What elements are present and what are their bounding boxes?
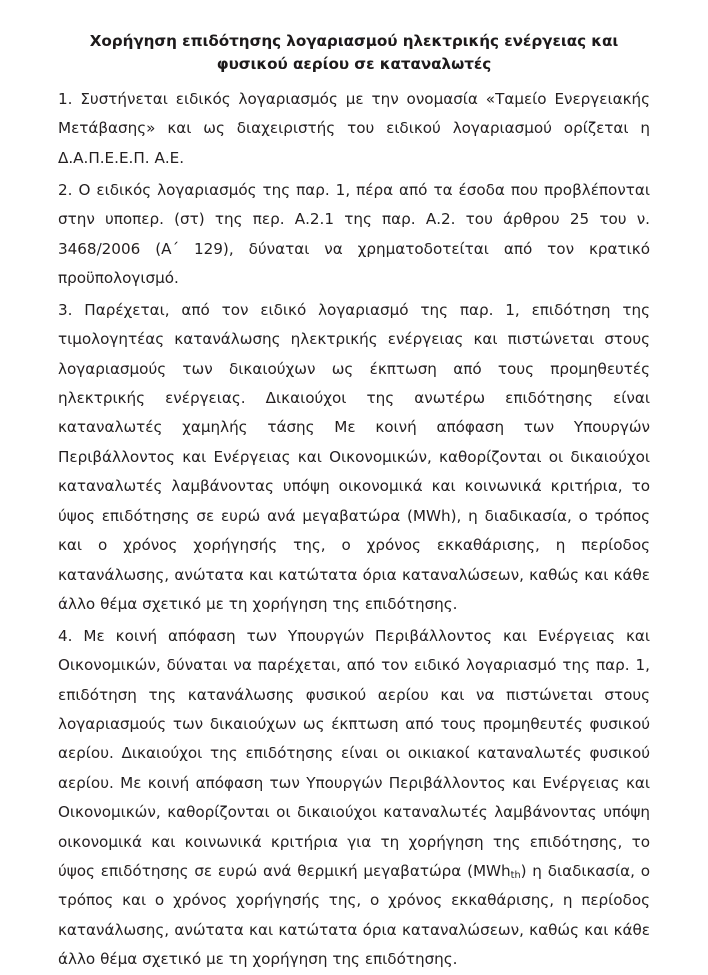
paragraph-4 xyxy=(58,622,650,975)
page-title: Χορήγηση επιδότησης λογαριασμού ηλεκτρικής ενέργειας και φυσικού αερίου σε καταναλωτές xyxy=(89,32,619,73)
megawatt-hour-thermal-subscript: th xyxy=(510,870,521,882)
document-body xyxy=(58,30,650,975)
paragraph-1: 1. Συστήνεται ειδικός λογαριασμός με την ονομασία «Ταμείο Ενεργειακής Μετάβασης» και ως διαχειριστής του ειδικού λογαριασμού ορίζεται η Δ.Α.Π.Ε.Ε.Π. Α.Ε. xyxy=(58,90,650,167)
paragraph-4-text-after-subscript: ) η διαδικασία, ο τρόπος και ο χρόνος χορήγησής της, ο χρόνος εκκαθάρισης, η περίοδος κατανάλωσης, ανώτατα και κατώτατα όρια καταναλώσεων, καθώς και κάθε άλλο θέμα σχετικό με τη χορήγηση της επιδότησης. xyxy=(58,862,650,969)
paragraph-3: 3. Παρέχεται, από τον ειδικό λογαριασμό της παρ. 1, επιδότηση της τιμολογητέας κατανάλωσης ηλεκτρικής ενέργειας και πιστώνεται στους λογαριασμούς των δικαιούχων ως έκπτωση από τους προμηθευτές ηλεκτρικής ενέργειας. Δικαιούχοι της ανωτέρω επιδότησης είναι καταναλωτές χαμηλής τάσης Με κοινή απόφαση των Υπουργών Περιβάλλοντος και Ενέργειας και Οικονομικών, καθορίζονται οι δικαιούχοι καταναλωτές λαμβάνοντας υπόψη οικονομικά και κοινωνικά κριτήρια, το ύψος επιδότησης σε ευρώ ανά μεγαβατώρα (MWh), η διαδικασία, ο τρόπος και ο χρόνος χορήγησής της, ο χρόνος εκκαθάρισης, η περίοδος κατανάλωσης, ανώτατα και κατώτατα όρια καταναλώσεων, καθώς και κάθε άλλο θέμα σχετικό με τη χορήγηση της επιδότησης. xyxy=(58,300,650,613)
paragraph-4-text-before-subscript: 4. Με κοινή απόφαση των Υπουργών Περιβάλλοντος και Ενέργειας και Οικονομικών, δύναται να παρέχεται, από τον ειδικό λογαριασμό της παρ. 1, επιδότηση της κατανάλωσης φυσικού αερίου και να πιστώνεται στους λογαριασμούς των δικαιούχων ως έκπτωση από τους προμηθευτές φυσικού αερίου. Δικαιούχοι της επιδότησης είναι οι οικιακοί καταναλωτές φυσικού αερίου. Με κοινή απόφαση των Υπουργών Περιβάλλοντος και Ενέργειας και Οικονομικών, καθορίζονται οι δικαιούχοι καταναλωτές λαμβάνοντας υπόψη οικονομικά και κοινωνικά κριτήρια για τη χορήγηση της επιδότησης, το ύψος επιδότησης σε ευρώ ανά θερμική μεγαβατώρα (MWh xyxy=(58,626,650,881)
paragraph-2: 2. Ο ειδικός λογαριασμός της παρ. 1, πέρα από τα έσοδα που προβλέπονται στην υποπερ. (στ) της περ. Α.2.1 της παρ. Α.2. του άρθρου 25 του ν. 3468/2006 (Α΄ 129), δύναται να χρηματοδοτείται από τον κρατικό προϋπολογισμό. xyxy=(58,180,650,287)
